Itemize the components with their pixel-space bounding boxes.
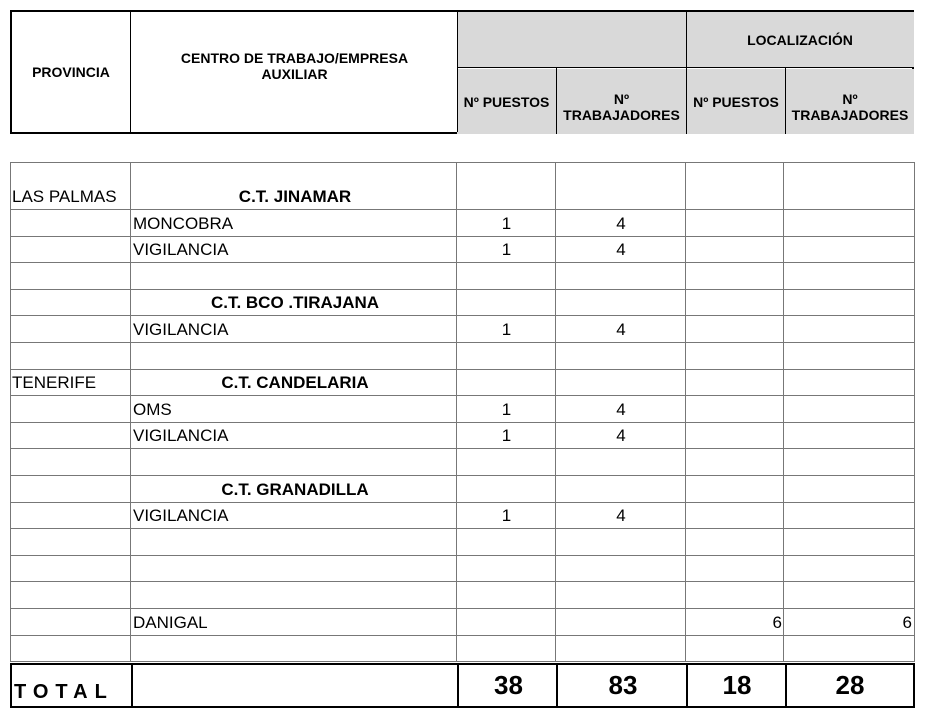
header-n-trabajadores: Nº TRABAJADORES: [557, 69, 686, 134]
cell-n-puestos-2: [686, 263, 784, 289]
header-n-trabajadores-2: Nº TRABAJADORES: [786, 69, 914, 134]
cell-n-puestos: 1: [501, 426, 512, 446]
cell-n-trabajadores: [556, 290, 686, 316]
cell-n-puestos-2: [686, 316, 784, 342]
cell-n-trabajadores-2: [784, 343, 914, 369]
cell-n-trabajadores: 4: [616, 399, 626, 419]
header-divider: [556, 68, 557, 132]
cell-n-puestos-2: [686, 370, 784, 396]
table-row: [10, 209, 915, 236]
cell-n-puestos: [457, 582, 556, 608]
table-row: [10, 608, 915, 635]
header-group-left: [457, 12, 686, 68]
table-row: [10, 581, 915, 608]
cell-n-puestos: [457, 263, 556, 289]
cell-n-trabajadores: [556, 343, 686, 369]
table-row: [10, 315, 915, 342]
cell-n-puestos-2: [686, 163, 784, 209]
cell-provincia: [10, 476, 130, 502]
cell-n-puestos-2: [686, 582, 784, 608]
cell-n-trabajadores-2: [784, 316, 914, 342]
cell-centro: VIGILANCIA: [133, 240, 229, 260]
table-row: [10, 162, 915, 209]
cell-n-puestos-2: [686, 529, 784, 555]
cell-provincia: TENERIFE: [12, 373, 97, 393]
cell-provincia: [10, 290, 130, 316]
cell-n-puestos: [457, 609, 556, 635]
grid-line: [555, 162, 556, 661]
total-divider: [686, 665, 688, 706]
header-localizacion: LOCALIZACIÓN: [686, 12, 914, 68]
cell-centro: C.T. JINAMAR: [238, 187, 352, 206]
cell-centro: [131, 636, 457, 662]
cell-n-trabajadores: [556, 529, 686, 555]
cell-n-trabajadores-2: [784, 263, 914, 289]
cell-n-puestos: 1: [501, 213, 512, 233]
data-table: [10, 162, 915, 661]
cell-provincia: [10, 636, 130, 662]
cell-n-trabajadores-2: [784, 503, 914, 529]
cell-n-trabajadores: [556, 476, 686, 502]
cell-provincia: [10, 449, 130, 475]
cell-n-trabajadores-2: [784, 163, 914, 209]
cell-n-trabajadores-2: [784, 529, 914, 555]
cell-n-trabajadores: [556, 582, 686, 608]
cell-centro: VIGILANCIA: [133, 506, 229, 526]
cell-n-trabajadores-2: 6: [902, 612, 912, 632]
table-row: [10, 422, 915, 449]
cell-n-puestos-2: [686, 503, 784, 529]
table-row: [10, 635, 915, 662]
header-centro: CENTRO DE TRABAJO/EMPRESA AUXILIAR: [180, 50, 409, 82]
cell-n-puestos: [457, 529, 556, 555]
cell-centro: [131, 343, 457, 369]
cell-n-puestos: 1: [501, 399, 512, 419]
cell-n-puestos-2: [686, 343, 784, 369]
cell-n-trabajadores-2: [784, 636, 914, 662]
cell-n-puestos: [457, 449, 556, 475]
cell-n-puestos-2: [686, 476, 784, 502]
cell-n-trabajadores-2: [784, 370, 914, 396]
cell-provincia: LAS PALMAS: [12, 187, 117, 206]
grid-line: [456, 162, 457, 661]
cell-centro: [131, 263, 457, 289]
cell-n-puestos-2: [686, 290, 784, 316]
cell-centro: VIGILANCIA: [133, 426, 229, 446]
cell-n-trabajadores: [556, 556, 686, 582]
total-n-puestos-2: 18: [722, 670, 752, 700]
total-row: [10, 663, 915, 708]
header-divider: [130, 12, 131, 132]
cell-n-trabajadores: 4: [616, 213, 626, 233]
table-row: [10, 475, 915, 502]
cell-n-puestos: [457, 636, 556, 662]
grid-line: [685, 162, 686, 661]
cell-n-trabajadores-2: [784, 423, 914, 449]
header-divider: [686, 12, 687, 132]
cell-provincia: [10, 343, 130, 369]
cell-n-trabajadores-2: [784, 476, 914, 502]
cell-n-trabajadores: [556, 449, 686, 475]
table-row: [10, 289, 915, 316]
cell-n-trabajadores-2: [784, 210, 914, 236]
cell-provincia: [10, 529, 130, 555]
cell-n-trabajadores: [556, 609, 686, 635]
table-row: [10, 236, 915, 263]
table-row: [10, 369, 915, 396]
cell-n-trabajadores-2: [784, 449, 914, 475]
header-provincia: PROVINCIA: [32, 64, 110, 80]
cell-n-puestos-2: [686, 556, 784, 582]
cell-n-trabajadores-2: [784, 237, 914, 263]
grid-line: [783, 162, 784, 661]
cell-provincia: [10, 396, 130, 422]
total-n-puestos: 38: [494, 670, 523, 700]
cell-provincia: [10, 423, 130, 449]
cell-centro: C.T. BCO .TIRAJANA: [210, 293, 380, 313]
header-n-puestos: Nº PUESTOS: [457, 69, 556, 134]
cell-n-puestos: [457, 343, 556, 369]
table-row: [10, 395, 915, 422]
table-row: [10, 502, 915, 529]
cell-n-puestos-2: [686, 237, 784, 263]
cell-n-trabajadores: 4: [616, 506, 626, 526]
cell-n-puestos: 1: [501, 319, 512, 339]
cell-n-trabajadores-2: [784, 556, 914, 582]
cell-centro: C.T. GRANADILLA: [221, 479, 369, 499]
grid-line: [10, 162, 11, 661]
total-divider: [556, 665, 558, 706]
cell-centro: [131, 449, 457, 475]
grid-line: [130, 162, 131, 661]
cell-n-puestos: 1: [501, 506, 512, 526]
cell-centro: [131, 582, 457, 608]
cell-n-trabajadores: 4: [616, 319, 626, 339]
cell-n-puestos: [457, 476, 556, 502]
cell-centro: DANIGAL: [133, 612, 208, 632]
total-label: TOTAL: [14, 681, 114, 703]
table-row: [10, 262, 915, 289]
cell-provincia: [10, 316, 130, 342]
cell-n-puestos-2: [686, 210, 784, 236]
header-divider: [457, 67, 914, 68]
cell-centro: [131, 556, 457, 582]
total-n-trabajadores-2: 28: [835, 670, 865, 700]
cell-n-puestos: 1: [501, 240, 512, 260]
cell-n-puestos-2: [686, 636, 784, 662]
cell-n-trabajadores: [556, 163, 686, 209]
table-header: [10, 10, 914, 134]
cell-provincia: [10, 263, 130, 289]
grid-line: [914, 162, 915, 661]
grid-line: [10, 661, 915, 662]
total-divider: [785, 665, 787, 706]
cell-centro: [131, 529, 457, 555]
cell-centro: OMS: [133, 399, 172, 419]
cell-n-puestos-2: [686, 396, 784, 422]
cell-n-puestos: [457, 556, 556, 582]
cell-n-puestos-2: [686, 449, 784, 475]
cell-provincia: [10, 210, 130, 236]
cell-n-trabajadores: 4: [616, 426, 626, 446]
cell-centro: MONCOBRA: [133, 213, 234, 233]
cell-centro: C.T. CANDELARIA: [221, 373, 369, 393]
total-divider: [131, 665, 133, 706]
cell-n-trabajadores: [556, 263, 686, 289]
cell-n-trabajadores-2: [784, 396, 914, 422]
cell-centro: VIGILANCIA: [133, 319, 229, 339]
table-row: [10, 342, 915, 369]
total-divider: [457, 665, 459, 706]
cell-provincia: [10, 582, 130, 608]
cell-n-trabajadores-2: [784, 582, 914, 608]
cell-provincia: [10, 609, 130, 635]
cell-provincia: [10, 556, 130, 582]
cell-n-trabajadores: [556, 636, 686, 662]
cell-n-puestos: [457, 290, 556, 316]
cell-n-trabajadores: [556, 370, 686, 396]
cell-n-trabajadores-2: [784, 290, 914, 316]
cell-n-puestos-2: 6: [772, 612, 782, 632]
cell-provincia: [10, 237, 130, 263]
header-divider: [457, 12, 458, 132]
table-row: [10, 555, 915, 582]
cell-n-trabajadores: 4: [616, 240, 626, 260]
cell-provincia: [10, 503, 130, 529]
cell-n-puestos: [457, 163, 556, 209]
header-n-puestos-2: Nº PUESTOS: [687, 69, 785, 134]
table-row: [10, 528, 915, 555]
table-row: [10, 448, 915, 475]
header-divider: [785, 68, 786, 132]
cell-n-puestos: [457, 370, 556, 396]
cell-n-puestos-2: [686, 423, 784, 449]
total-n-trabajadores: 83: [608, 670, 638, 700]
